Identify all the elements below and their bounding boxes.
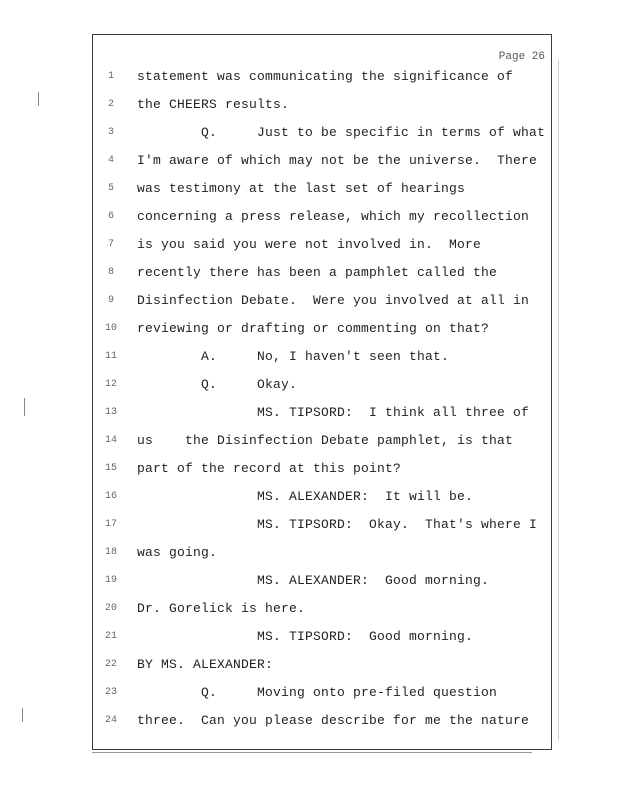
transcript-line: Q. Moving onto pre-filed question <box>137 685 498 700</box>
transcript-line: was testimony at the last set of hearings <box>137 181 466 196</box>
transcript-line: part of the record at this point? <box>137 461 402 476</box>
line-number: 18 <box>104 547 117 558</box>
line-number: 4 <box>107 155 114 166</box>
line-number: 24 <box>104 715 117 726</box>
transcript-line: us the Disinfection Debate pamphlet, is that <box>137 433 514 448</box>
page-number: Page 26 <box>498 51 545 63</box>
line-number: 19 <box>104 575 117 586</box>
line-number: 16 <box>104 491 117 502</box>
transcript-line: Q. Just to be specific in terms of what <box>137 125 546 140</box>
line-number: 2 <box>107 99 114 110</box>
transcript-line: Dr. Gorelick is here. <box>137 601 306 616</box>
bottom-scan-line <box>92 752 532 753</box>
line-number: 1 <box>107 71 114 82</box>
transcript-line: reviewing or drafting or commenting on that? <box>137 321 490 336</box>
line-number: 8 <box>107 267 114 278</box>
line-number: 10 <box>104 323 117 334</box>
transcript-line: MS. TIPSORD: I think all three of <box>137 405 530 420</box>
line-number: 9 <box>107 295 114 306</box>
transcript-line: MS. TIPSORD: Good morning. <box>137 629 474 644</box>
line-number: 3 <box>107 127 114 138</box>
line-number: 14 <box>104 435 117 446</box>
line-number: 23 <box>104 687 117 698</box>
transcript-line: A. No, I haven't seen that. <box>137 349 450 364</box>
line-number: 15 <box>104 463 117 474</box>
line-number: 5 <box>107 183 114 194</box>
scan-mark <box>24 398 25 416</box>
line-number: 20 <box>104 603 117 614</box>
scan-mark <box>22 708 23 722</box>
transcript-line: three. Can you please describe for me the nature <box>137 713 530 728</box>
transcript-page <box>92 34 552 750</box>
transcript-line: Disinfection Debate. Were you involved at all in <box>137 293 530 308</box>
transcript-line: statement was communicating the significance of <box>137 69 514 84</box>
transcript-line: MS. TIPSORD: Okay. That's where I <box>137 517 538 532</box>
line-number: 21 <box>104 631 117 642</box>
transcript-line: MS. ALEXANDER: Good morning. <box>137 573 490 588</box>
line-number: 12 <box>104 379 117 390</box>
transcript-line: concerning a press release, which my recollection <box>137 209 530 224</box>
transcript-line: I'm aware of which may not be the universe. There <box>137 153 538 168</box>
line-number: 22 <box>104 659 117 670</box>
transcript-line: is you said you were not involved in. More <box>137 237 482 252</box>
line-number: 13 <box>104 407 117 418</box>
line-number: 17 <box>104 519 117 530</box>
scan-mark <box>38 92 39 106</box>
line-number: 6 <box>107 211 114 222</box>
right-scan-edge <box>558 60 559 740</box>
transcript-line: MS. ALEXANDER: It will be. <box>137 489 474 504</box>
transcript-line: the CHEERS results. <box>137 97 290 112</box>
line-number: 7 <box>107 239 114 250</box>
transcript-line: was going. <box>137 545 218 560</box>
transcript-line: recently there has been a pamphlet called the <box>137 265 498 280</box>
line-number: 11 <box>104 351 117 362</box>
transcript-line: Q. Okay. <box>137 377 298 392</box>
transcript-line: BY MS. ALEXANDER: <box>137 657 274 672</box>
